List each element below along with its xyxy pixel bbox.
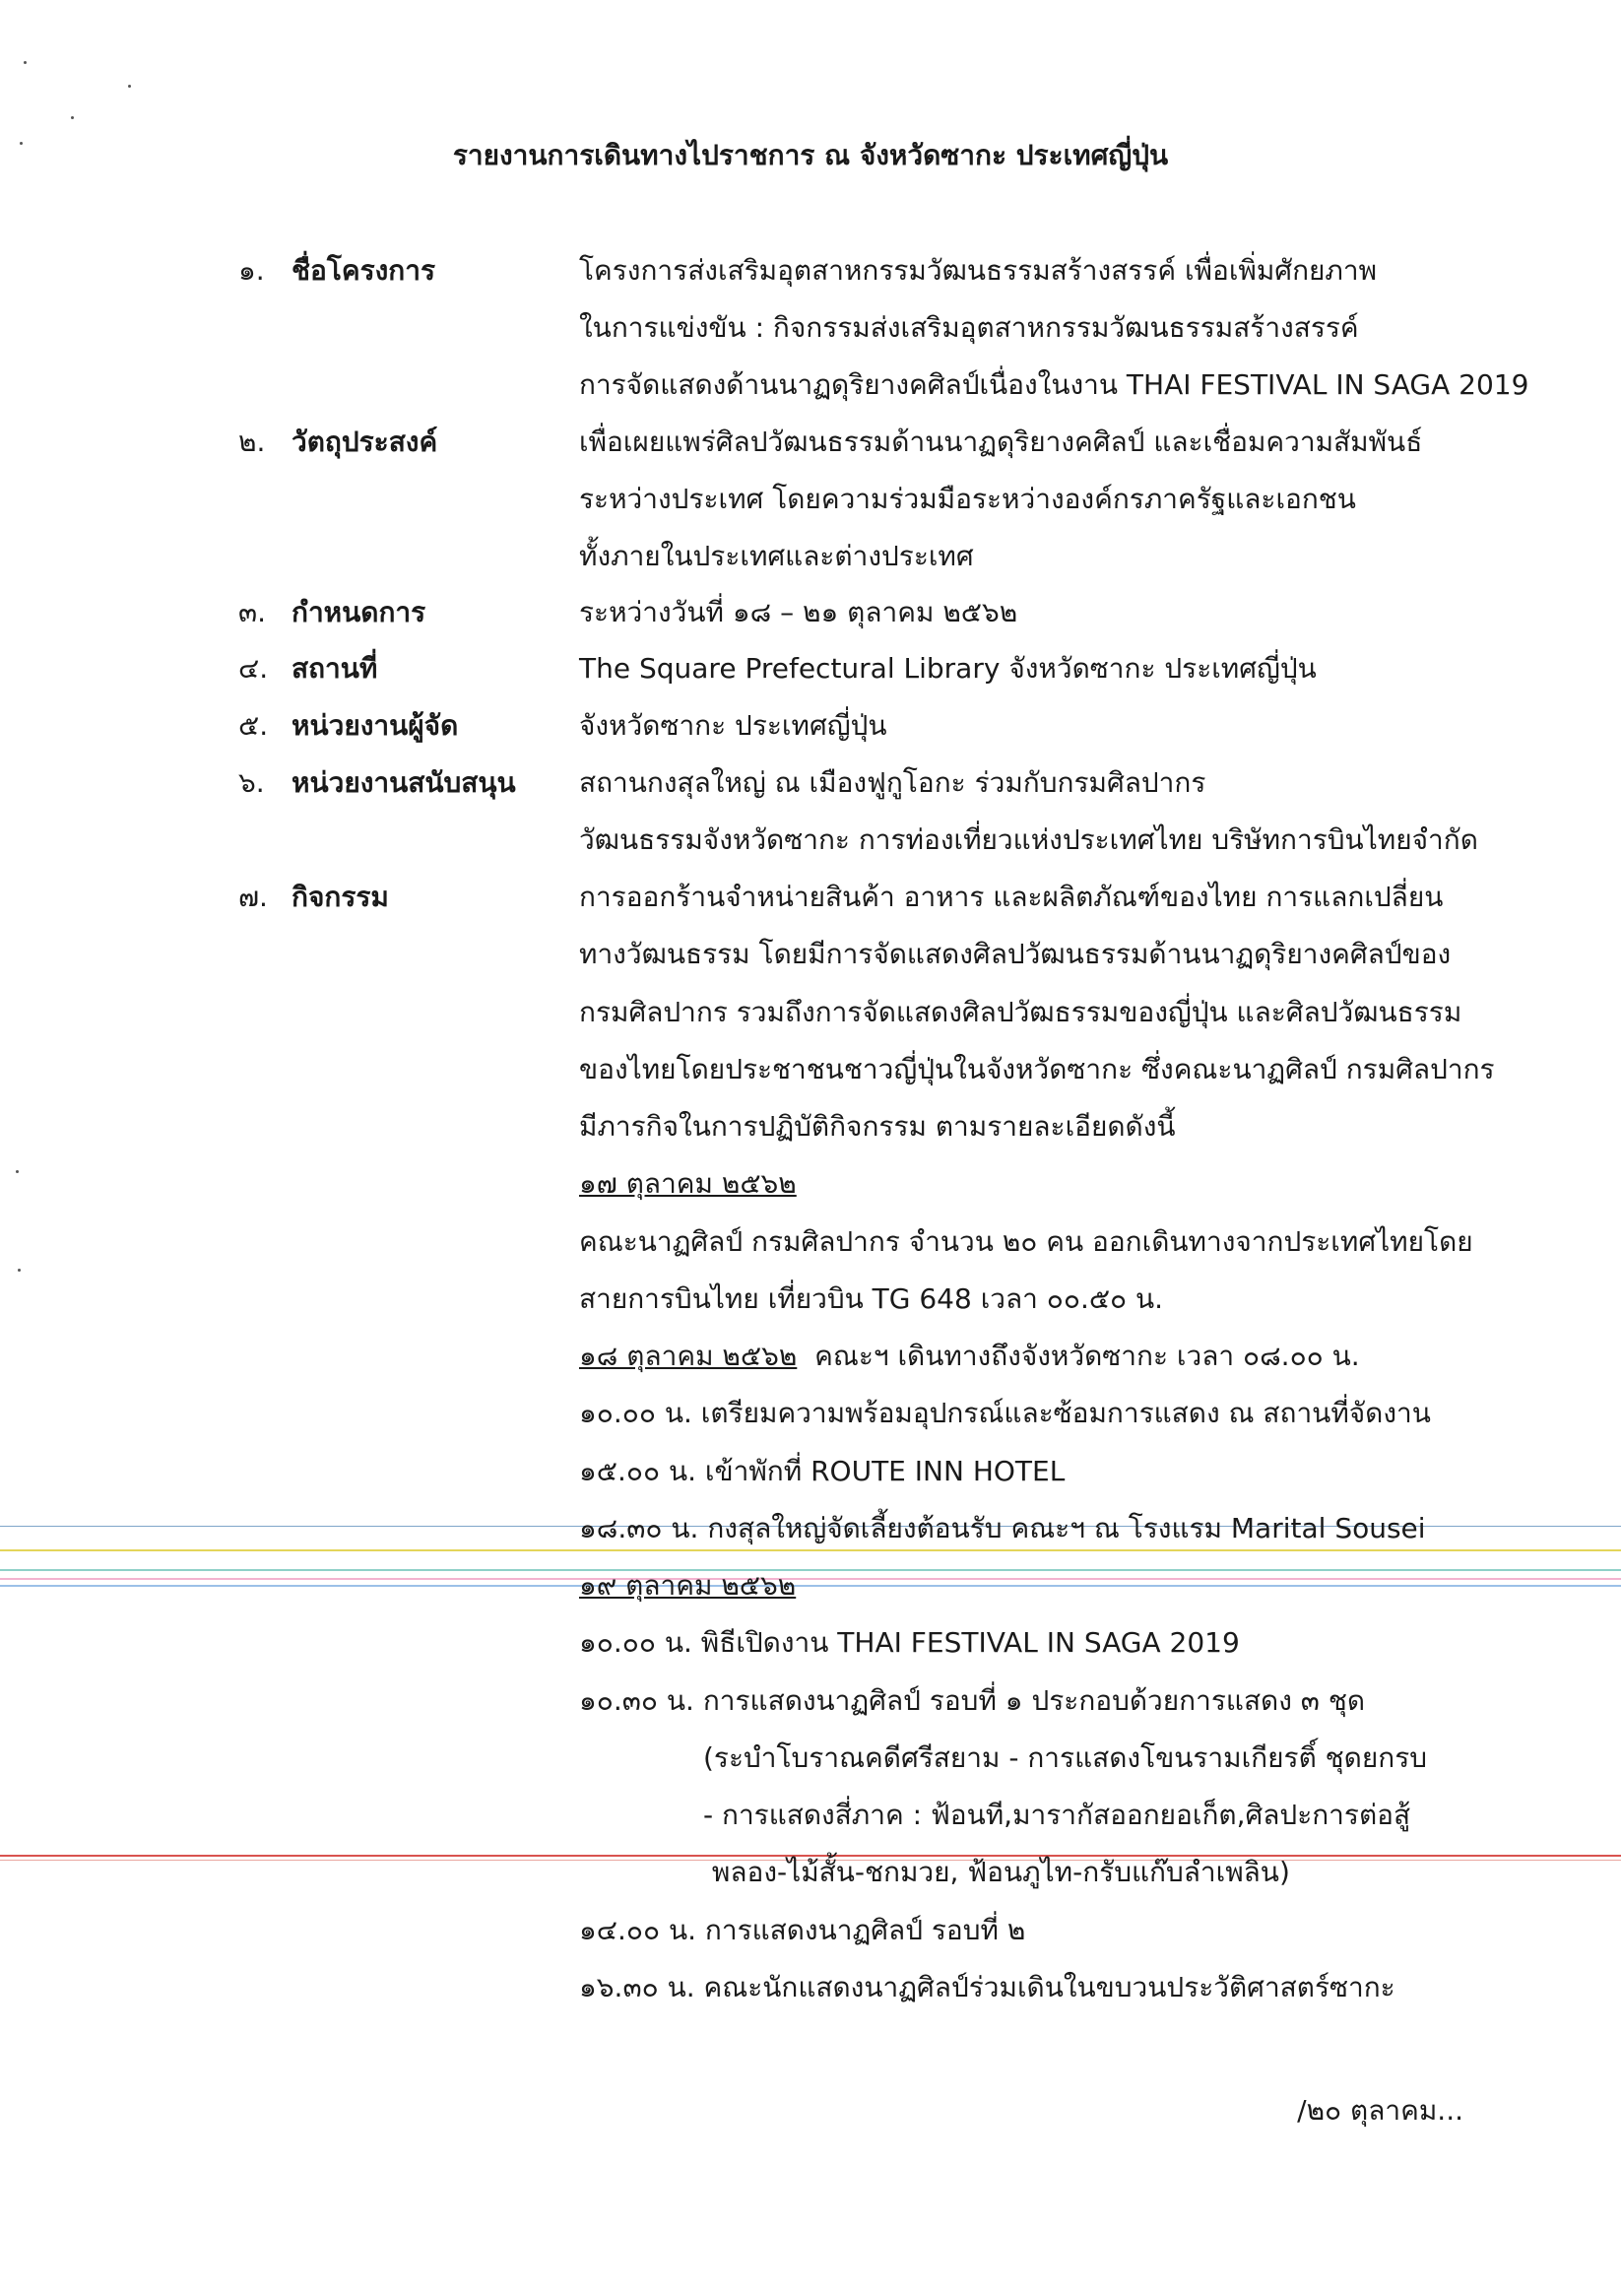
schedule-date-heading: ๑๙ ตุลาคม ๒๕๖๒ [579,1569,797,1602]
scan-speck [128,85,131,88]
section-text-line: ของไทยโดยประชาชนชาวญี่ปุ่นในจังหวัดซากะ ซึ่งคณะนาฏศิลป์ กรมศิลปากร [579,1053,1495,1085]
section-number: ๕. [238,709,269,742]
scan-speck [71,116,74,119]
section-label-objective: วัตถุประสงค์ [292,426,438,458]
section-text-line: ทั้งภายในประเทศและต่างประเทศ [579,540,974,572]
schedule-line: สายการบินไทย เที่ยวบิน TG 648 เวลา ๐๐.๕๐ น. [579,1282,1164,1315]
section-text-line: ทางวัฒนธรรม โดยมีการจัดแสดงศิลปวัฒนธรรมด้านนาฏดุริยางคศิลป์ของ [579,938,1452,970]
section-text-line: สถานกงสุลใหญ่ ณ เมืองฟูกูโอกะ ร่วมกับกรมศิลปากร [579,766,1206,799]
section-text-line: กรมศิลปากร รวมถึงการจัดแสดงศิลปวัฒธรรมของญี่ปุ่น และศิลปวัฒนธรรม [579,996,1462,1028]
schedule-line: ๑๔.๐๐ น. การแสดงนาฏศิลป์ รอบที่ ๒ [579,1914,1026,1946]
section-number: ๗. [238,881,268,913]
document-title: รายงานการเดินทางไปราชการ ณ จังหวัดซากะ ประเทศญี่ปุ่น [452,139,1169,171]
section-text-line: การออกร้านจำหน่ายสินค้า อาหาร และผลิตภัณฑ์ของไทย การแลกเปลี่ยน [579,881,1444,913]
section-text-line: ในการแข่งขัน : กิจกรรมส่งเสริมอุตสาหกรรมวัฒนธรรมสร้างสรรค์ [579,311,1359,344]
section-text-line: วัฒนธรรมจังหวัดซากะ การท่องเที่ยวแห่งประเทศไทย บริษัทการบินไทยจำกัด [579,823,1478,856]
scan-line [0,1578,1621,1580]
schedule-date-heading: ๑๘ ตุลาคม ๒๕๖๒ [579,1340,798,1372]
section-label-project-name: ชื่อโครงการ [292,254,436,287]
page-continuation: /๒๐ ตุลาคม... [1297,2094,1463,2127]
section-label-activities: กิจกรรม [292,881,389,913]
section-text-line: โครงการส่งเสริมอุตสาหกรรมวัฒนธรรมสร้างสรรค์ เพื่อเพิ่มศักยภาพ [579,254,1378,287]
section-text-line: ระหว่างวันที่ ๑๘ – ๒๑ ตุลาคม ๒๕๖๒ [579,596,1018,628]
scan-line [0,1569,1621,1571]
section-text-line: มีภารกิจในการปฏิบัติกิจกรรม ตามรายละเอียดดังนี้ [579,1110,1176,1143]
schedule-line-text: คณะฯ เดินทางถึงจังหวัดซากะ เวลา ๐๘.๐๐ น. [797,1340,1360,1372]
scan-speck [18,1269,21,1272]
section-number: ๖. [238,766,265,799]
schedule-line: ๑๐.๓๐ น. การแสดงนาฏศิลป์ รอบที่ ๑ ประกอบด้วยการแสดง ๓ ชุด [579,1684,1366,1717]
scan-speck [16,1170,19,1173]
section-text-line: ระหว่างประเทศ โดยความร่วมมือระหว่างองค์กรภาครัฐและเอกชน [579,483,1356,515]
section-number: ๔. [238,652,269,685]
schedule-line: พลอง-ไม้สั้น-ชกมวย, ฟ้อนภูไท-กรับแก๊บลำเพลิน) [703,1856,1290,1888]
schedule-line: คณะนาฏศิลป์ กรมศิลปากร จำนวน ๒๐ คน ออกเดินทางจากประเทศไทยโดย [579,1225,1473,1258]
section-number: ๓. [238,596,267,628]
schedule-line: ๑๘.๓๐ น. กงสุลใหญ่จัดเลี้ยงต้อนรับ คณะฯ ณ โรงแรม Marital Sousei [579,1512,1426,1544]
section-label-venue: สถานที่ [292,652,378,685]
schedule-line: - การแสดงสี่ภาค : ฟ้อนที,มารากัสออกยอเก็ต,ศิลปะการต่อสู้ [703,1799,1411,1831]
section-text-line: จังหวัดซากะ ประเทศญี่ปุ่น [579,709,887,742]
section-number: ๑. [238,254,265,287]
section-text-line: การจัดแสดงด้านนาฏดุริยางคศิลป์เนื่องในงาน THAI FESTIVAL IN SAGA 2019 [579,368,1529,401]
section-label-supporter: หน่วยงานสนับสนุน [292,766,516,799]
schedule-date-line [579,1335,1360,1378]
schedule-date-heading: ๑๗ ตุลาคม ๒๕๖๒ [579,1167,797,1200]
schedule-line: ๑๐.๐๐ น. พิธีเปิดงาน THAI FESTIVAL IN SAGA 2019 [579,1626,1240,1659]
section-text-line: เพื่อเผยแพร่ศิลปวัฒนธรรมด้านนาฏดุริยางคศิลป์ และเชื่อมความสัมพันธ์ [579,426,1423,458]
schedule-line: ๑๐.๐๐ น. เตรียมความพร้อมอุปกรณ์และซ้อมการแสดง ณ สถานที่จัดงาน [579,1397,1431,1429]
scan-line [0,1585,1621,1587]
section-label-schedule: กำหนดการ [292,596,426,628]
section-label-organizer: หน่วยงานผู้จัด [292,709,459,742]
schedule-line: ๑๕.๐๐ น. เข้าพักที่ ROUTE INN HOTEL [579,1455,1066,1487]
section-number: ๒. [238,426,266,458]
schedule-line: ๑๖.๓๐ น. คณะนักแสดงนาฏศิลป์ร่วมเดินในขบวนประวัติศาสตร์ซากะ [579,1971,1395,2003]
scan-speck [24,61,27,64]
schedule-line: (ระบำโบราณคดีศรีสยาม - การแสดงโขนรามเกียรติ์ ชุดยกรบ [703,1741,1428,1774]
section-text-line: The Square Prefectural Library จังหวัดซากะ ประเทศญี่ปุ่น [579,652,1317,685]
